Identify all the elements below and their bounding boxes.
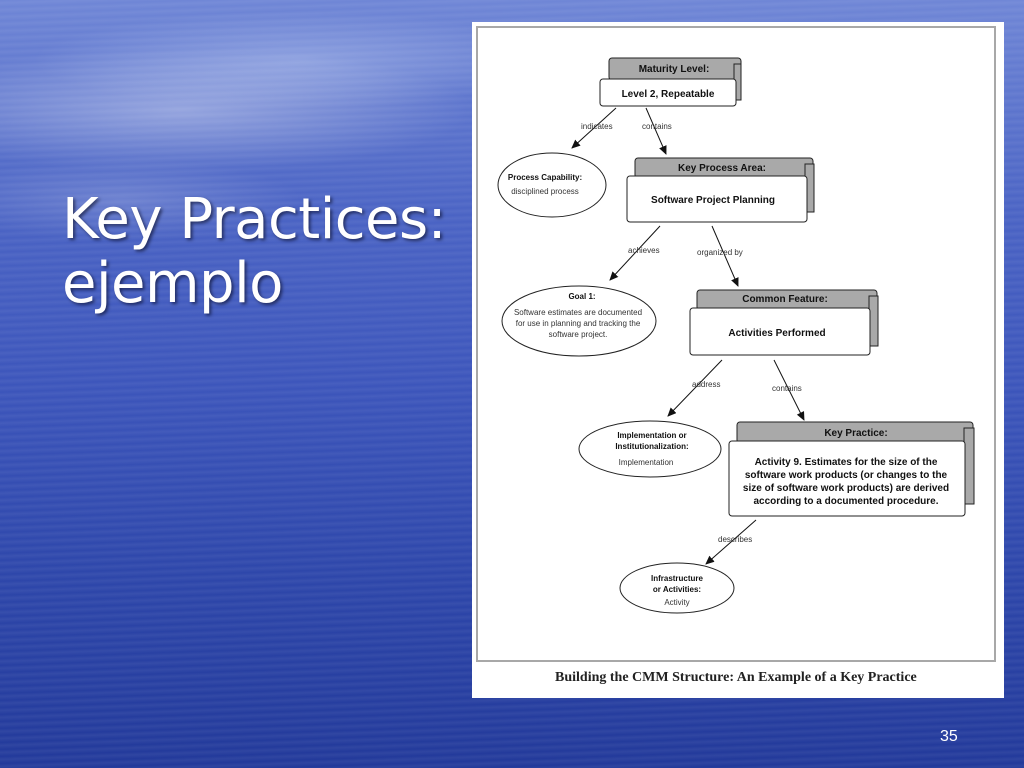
implementation-title-line-2: Institutionalization:	[615, 442, 689, 451]
key-practice-line-1: Activity 9. Estimates for the size of the	[754, 457, 938, 468]
slide-title-line-1: Key Practices:	[62, 187, 447, 252]
slide-number: 35	[940, 728, 958, 745]
process-capability-title: Process Capability:	[507, 173, 583, 182]
key-practice-line-3: size of software work products) are derived	[742, 483, 950, 494]
key-practice-line-2: software work products (or changes to the	[744, 470, 948, 481]
edge-label-indicates: indicates	[581, 122, 613, 131]
edge-label-address: address	[692, 380, 721, 389]
infrastructure-node	[620, 563, 734, 613]
implementation-node	[579, 421, 721, 477]
key-process-area-value: Software Project Planning	[651, 195, 775, 206]
process-capability-value: disciplined process	[511, 187, 579, 196]
goal-line-3: software project.	[548, 330, 608, 339]
edge-label-contains-2: contains	[772, 384, 802, 393]
goal-line-2: for use in planning and tracking the	[515, 319, 641, 328]
edge-label-describes: describes	[718, 535, 753, 544]
common-feature-value: Activities Performed	[728, 328, 826, 339]
common-feature-header: Common Feature:	[742, 294, 828, 305]
process-capability-node	[498, 153, 606, 217]
edge-contains-1	[646, 108, 666, 154]
key-practice-node	[729, 422, 974, 516]
goal-node	[502, 286, 656, 356]
implementation-title-line-1: Implementation or	[617, 431, 687, 440]
key-process-area-header: Key Process Area:	[677, 163, 767, 174]
infrastructure-title-line-1: Infrastructure	[650, 574, 704, 583]
key-practice-line-4: according to a documented procedure.	[753, 496, 939, 507]
goal-line-1: Software estimates are documented	[513, 308, 643, 317]
key-practice-header: Key Practice:	[824, 428, 888, 439]
key-process-area-node	[627, 158, 814, 222]
figure-caption: Building the CMM Structure: An Example of a Key Practice	[555, 670, 917, 685]
maturity-level-node	[600, 58, 741, 106]
edge-label-contains-1: contains	[642, 122, 672, 131]
common-feature-node	[690, 290, 878, 355]
maturity-level-value: Level 2, Repeatable	[621, 89, 715, 100]
maturity-level-header: Maturity Level:	[638, 64, 710, 75]
infrastructure-value: Activity	[664, 598, 690, 607]
infrastructure-title-line-2: or Activities:	[652, 585, 702, 594]
slide-title-line-2: ejemplo	[62, 251, 283, 316]
edge-label-achieves: achieves	[628, 246, 660, 255]
implementation-value: Implementation	[618, 458, 674, 467]
goal-title: Goal 1:	[568, 292, 596, 301]
edge-label-organized-by: organized by	[697, 248, 743, 257]
